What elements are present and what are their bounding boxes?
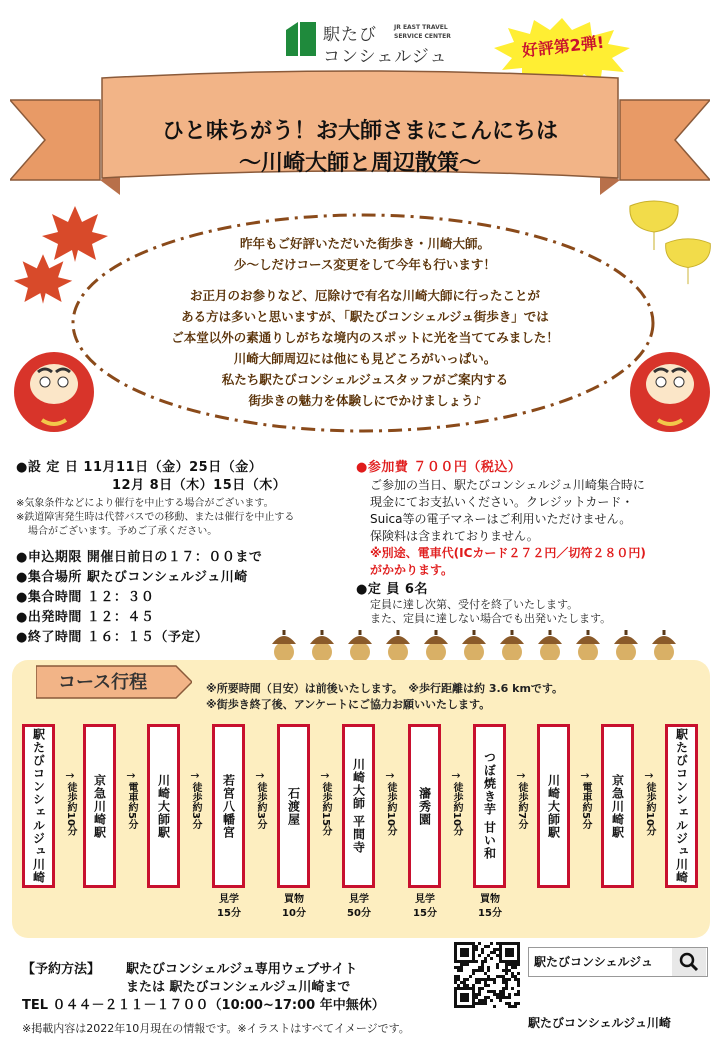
acorn-row-icon [268,628,708,664]
course-leg [315,770,335,860]
course-stop [342,724,375,888]
arrow-right-icon: → [255,769,265,782]
fee-line: 保険料は含まれておりません。 [370,529,539,543]
capacity-note: また、定員に達しない場合でも出発いたします。 [370,612,612,625]
intro-line: 川崎大師周辺には他にも見どころがいっぱい。 [233,351,497,366]
logo-en-line2: SERVICE CENTER [394,33,451,40]
course-stop-name: 川崎大師 平間寺 [351,757,366,855]
course-leg-time: 電車約5分 [126,782,137,829]
course-leg-time: 徒歩約3分 [255,782,266,829]
fee-line: 現金にてお支払いください。クレジットカード・ [370,495,634,509]
intro-line: ある方は多いと思いますが、「駅たびコンシェルジュ街歩き」では [181,309,549,324]
capacity-note: 定員に達し次第、受付を終了いたします。 [370,598,579,611]
course-stop-name: 駅たびコンシェルジュ川崎 [674,728,689,884]
search-icon [679,952,699,972]
course-leg-time: 電車約5分 [580,782,591,829]
departure-time: ●出発時間 １２：４５ [16,610,155,625]
course-stop [601,724,634,888]
course-stop [147,724,180,888]
course-leg-time: 徒歩約3分 [190,782,201,829]
intro-line: 私たち駅たびコンシェルジュスタッフがご案内する [221,372,509,387]
acorn-icon [576,630,600,662]
dates-line1: ●設 定 日 11月11日（金）25日（金） [16,460,263,475]
arrow-right-icon: → [451,769,461,782]
note-line: ※鉄道障害発生時は代替バスでの移動、または催行を中止する [16,512,295,523]
course-stop [83,724,116,888]
intro-line: お正月のお参りなど、厄除けで有名な川崎大師に行ったことが [189,288,540,303]
meeting-time: ●集合時間 １２：３０ [16,590,155,605]
intro-line: 街歩きの魅力を体験しにでかけましょう♪ [248,393,482,408]
qr-code-icon[interactable] [454,942,520,1008]
course-leg [60,770,80,860]
course-stop [537,724,570,888]
acorn-icon [272,630,296,662]
course-leg [250,770,270,860]
reservation-line2: または 駅たびコンシェルジュ川崎まで [126,980,351,995]
course-leg-time: 徒歩約10分 [385,782,396,836]
meeting-place: ●集合場所 駅たびコンシェルジュ川崎 [16,570,248,585]
course-leg [511,770,531,860]
course-leg [575,770,595,860]
course-note1: ※所要時間（目安）は前後いたします。 ※歩行距離は約 3.6 kmです。 [206,682,564,695]
course-stop [22,724,55,888]
acorn-icon [614,630,638,662]
course-stop-stay: 見学 15分 [413,894,437,919]
search-button[interactable] [672,948,706,976]
course-leg-time: 徒歩約7分 [516,782,527,829]
maple-leaf-icon [12,252,74,306]
badge-text: 好評第2弾! [521,32,606,61]
end-time: ●終了時間 １６：１５（予定） [16,630,209,645]
intro-line: ご本堂以外の素通りしがちな境内のスポットに光を当ててみました！ [171,330,559,345]
course-stop-name: 若宮八幡宮 [221,773,236,839]
logo-text-line1: 駅たび [323,25,377,45]
brand-name: 駅たびコンシェルジュ川崎 [528,1016,671,1030]
arrow-right-icon: → [65,769,75,782]
arrow-right-icon: → [385,769,395,782]
course-leg [185,770,205,860]
disclaimer: ※掲載内容は2022年10月現在の情報です。※イラストはすべてイメージです。 [22,1022,410,1035]
course-stop-stay: 買物 15分 [478,894,502,919]
capacity: ●定 員 6名 [356,582,428,597]
course-note2: ※街歩き終了後、アンケートにご協力お願いいたします。 [206,698,491,711]
acorn-icon [538,630,562,662]
title-line1: ひと味ちがう！お大師さまにこんにちは [161,119,558,144]
course-stop-name: 川崎大師駅 [156,773,171,839]
note-line: ※気象条件などにより催行を中止する場合がございます。 [16,498,274,509]
course-stop-name: 京急川崎駅 [610,773,625,839]
course-stop-stay: 見学 50分 [347,894,371,919]
course-stop-stay: 見学 15分 [217,894,241,919]
course-stop [212,724,245,888]
acorn-icon [652,630,676,662]
fee-label: ●参加費 ７００円（税込） [356,460,522,475]
course-leg [121,770,141,860]
intro-line: 少～しだけコース変更をして今年も行います！ [234,257,496,272]
acorn-icon [424,630,448,662]
course-stop-name: 石渡屋 [286,786,301,826]
logo-en-line1: JR EAST TRAVEL [394,24,448,31]
acorn-icon [462,630,486,662]
course-stop-name: つぼ焼き芋 甘い和 [482,751,497,861]
acorn-icon [310,630,334,662]
note-line: 場合がございます。予めご了承ください。 [28,526,218,537]
course-stop-stay: 買物 10分 [282,894,306,919]
course-leg-time: 徒歩約10分 [644,782,655,836]
course-leg-time: 徒歩約15分 [320,782,331,836]
course-leg [380,770,400,860]
course-stop [408,724,441,888]
search-text: 駅たびコンシェルジュ [534,955,653,969]
course-leg-time: 徒歩約10分 [65,782,76,836]
intro-line: 昨年もご好評いただいた街歩き・川崎大師。 [239,236,490,251]
course-heading: コース行程 [58,672,148,693]
course-stop-name: 京急川崎駅 [92,773,107,839]
fee-line: ご参加の当日、駅たびコンシェルジュ川崎集合時に [370,478,645,492]
arrow-right-icon: → [644,769,654,782]
course-leg [639,770,659,860]
reservation-line1: 駅たびコンシェルジュ専用ウェブサイト [126,962,358,977]
course-stop-name: 瀋秀園 [417,786,432,826]
ginkgo-leaf-icon [660,236,716,286]
arrow-right-icon: → [126,769,136,782]
fee-extra-line1: ※別途、電車代(ICカード２７２円／切符２８０円) [370,546,646,560]
arrow-right-icon: → [190,769,200,782]
title-line2: ～川崎大師と周辺散策～ [238,151,481,176]
arrow-right-icon: → [516,769,526,782]
fee-extra-line2: がかかります。 [370,563,454,577]
logo-text-line2: コンシェルジュ [323,47,448,67]
telephone: TEL ０４４－２１１－１７００（10:00~17:00 年中無休） [22,998,385,1013]
course-leg-time: 徒歩約10分 [451,782,462,836]
fee-line: Suica等の電子マネーはご利用いただけません。 [370,512,632,526]
reservation-label: 【予約方法】 [22,962,101,977]
course-stop-name: 駅たびコンシェルジュ川崎 [31,728,46,884]
dates-line2: 12月 8日（木）15日（木） [112,478,287,493]
acorn-icon [348,630,372,662]
acorn-icon [500,630,524,662]
logo-mark-icon [286,22,316,56]
course-stop [665,724,698,888]
course-stop-name: 川崎大師駅 [546,773,561,839]
arrow-right-icon: → [320,769,330,782]
course-stop [277,724,310,888]
course-stop [473,724,506,888]
deadline: ●申込期限 開催日前日の１７：００まで [16,550,263,565]
course-leg [446,770,466,860]
arrow-right-icon: → [580,769,590,782]
acorn-icon [386,630,410,662]
